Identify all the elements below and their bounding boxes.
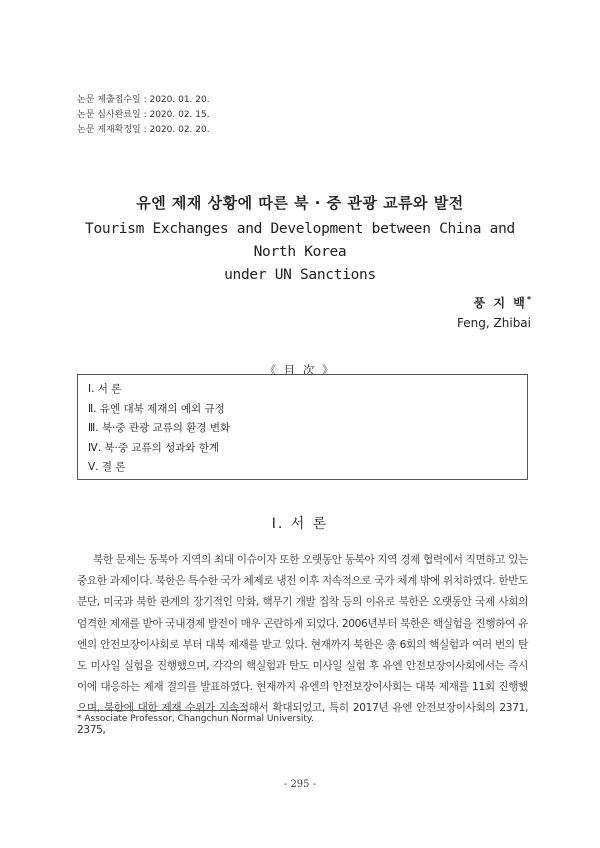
paper-title-english-line1: Tourism Exchanges and Development between China and North Korea <box>85 221 515 260</box>
paper-title-korean: 유엔 제재 상황에 따른 북 · 중 관광 교류와 발전 <box>136 194 464 212</box>
author-footnote: * Associate Professor, Changchun Normal University. <box>77 714 314 724</box>
page-number: - 295 - <box>283 779 317 790</box>
toc-item: Ⅴ. 결 론 <box>88 461 126 473</box>
reviewed-date: 논문 심사완료일 : 2020. 02. 15. <box>77 110 210 120</box>
table-of-contents <box>77 374 528 480</box>
toc-item: Ⅱ. 유엔 대북 제재의 예외 규정 <box>88 402 225 415</box>
toc-item: Ⅳ. 북·중 교류의 성과와 한계 <box>88 441 220 454</box>
author-footnote-marker: * <box>526 295 531 304</box>
footnote-divider <box>77 710 247 711</box>
accepted-date: 논문 게재확정일 : 2020. 02. 20. <box>77 125 210 135</box>
author-name-korean <box>474 294 531 311</box>
body-paragraph: 북한 문제는 동북아 지역의 최대 이슈이자 또한 오랫동안 동북아 지역 경제 협력에서 직면하고 있는 중요한 과제이다. 북한은 특수한 국가 체제로 냉전 이후 지속적으로 국가 체계 밖에 위치하였다. 한반도 분단, 미국과 북한 관계의 장기적인 악화, 핵무기 개발 집착 등의 이유로 북한은 오랫동안 국제 사회의 엄격한 제재를 받아 국내경제 발전이 매우 곤란하게 되었다. 2006년부터 북한은 핵실험을 진행하여 유엔의 안전보장이사회로 부터 대북 제재를 받고 있다. 현재까지 북한은 총 6회의 핵실험과 여러 번의 탄도 미사일 실험을 진행했으며, 각각의 핵실험과 탄도 미사일 실험 후 유엔 안전보장이사회에서는 즉시 이에 대응하는 제재 결의를 발표하였다. 현재까지 유엔의 안전보장이사회는 대북 제재를 11회 진행했으며, 북한에 대한 제재 수위가 지속적해서 확대되었고, 특히 2017년 유엔 안전보장이사회의 2371, 2375, <box>77 554 528 736</box>
author-name-english: Feng, Zhibai <box>457 316 531 330</box>
toc-item: Ⅲ. 북·중 관광 교류의 환경 변화 <box>88 422 231 434</box>
toc-heading: 《 目 次 》 <box>264 363 336 377</box>
section-heading: Ⅰ. 서 론 <box>271 516 329 532</box>
submission-dates <box>77 93 210 138</box>
author-name-korean-text: 풍 지 백 <box>473 296 527 310</box>
received-date: 논문 제출접수일 : 2020. 01. 20. <box>77 95 210 105</box>
toc-item: Ⅰ. 서 론 <box>88 383 122 395</box>
paper-title-english <box>60 218 540 287</box>
paper-title-english-line2: under UN Sanctions <box>224 267 376 283</box>
